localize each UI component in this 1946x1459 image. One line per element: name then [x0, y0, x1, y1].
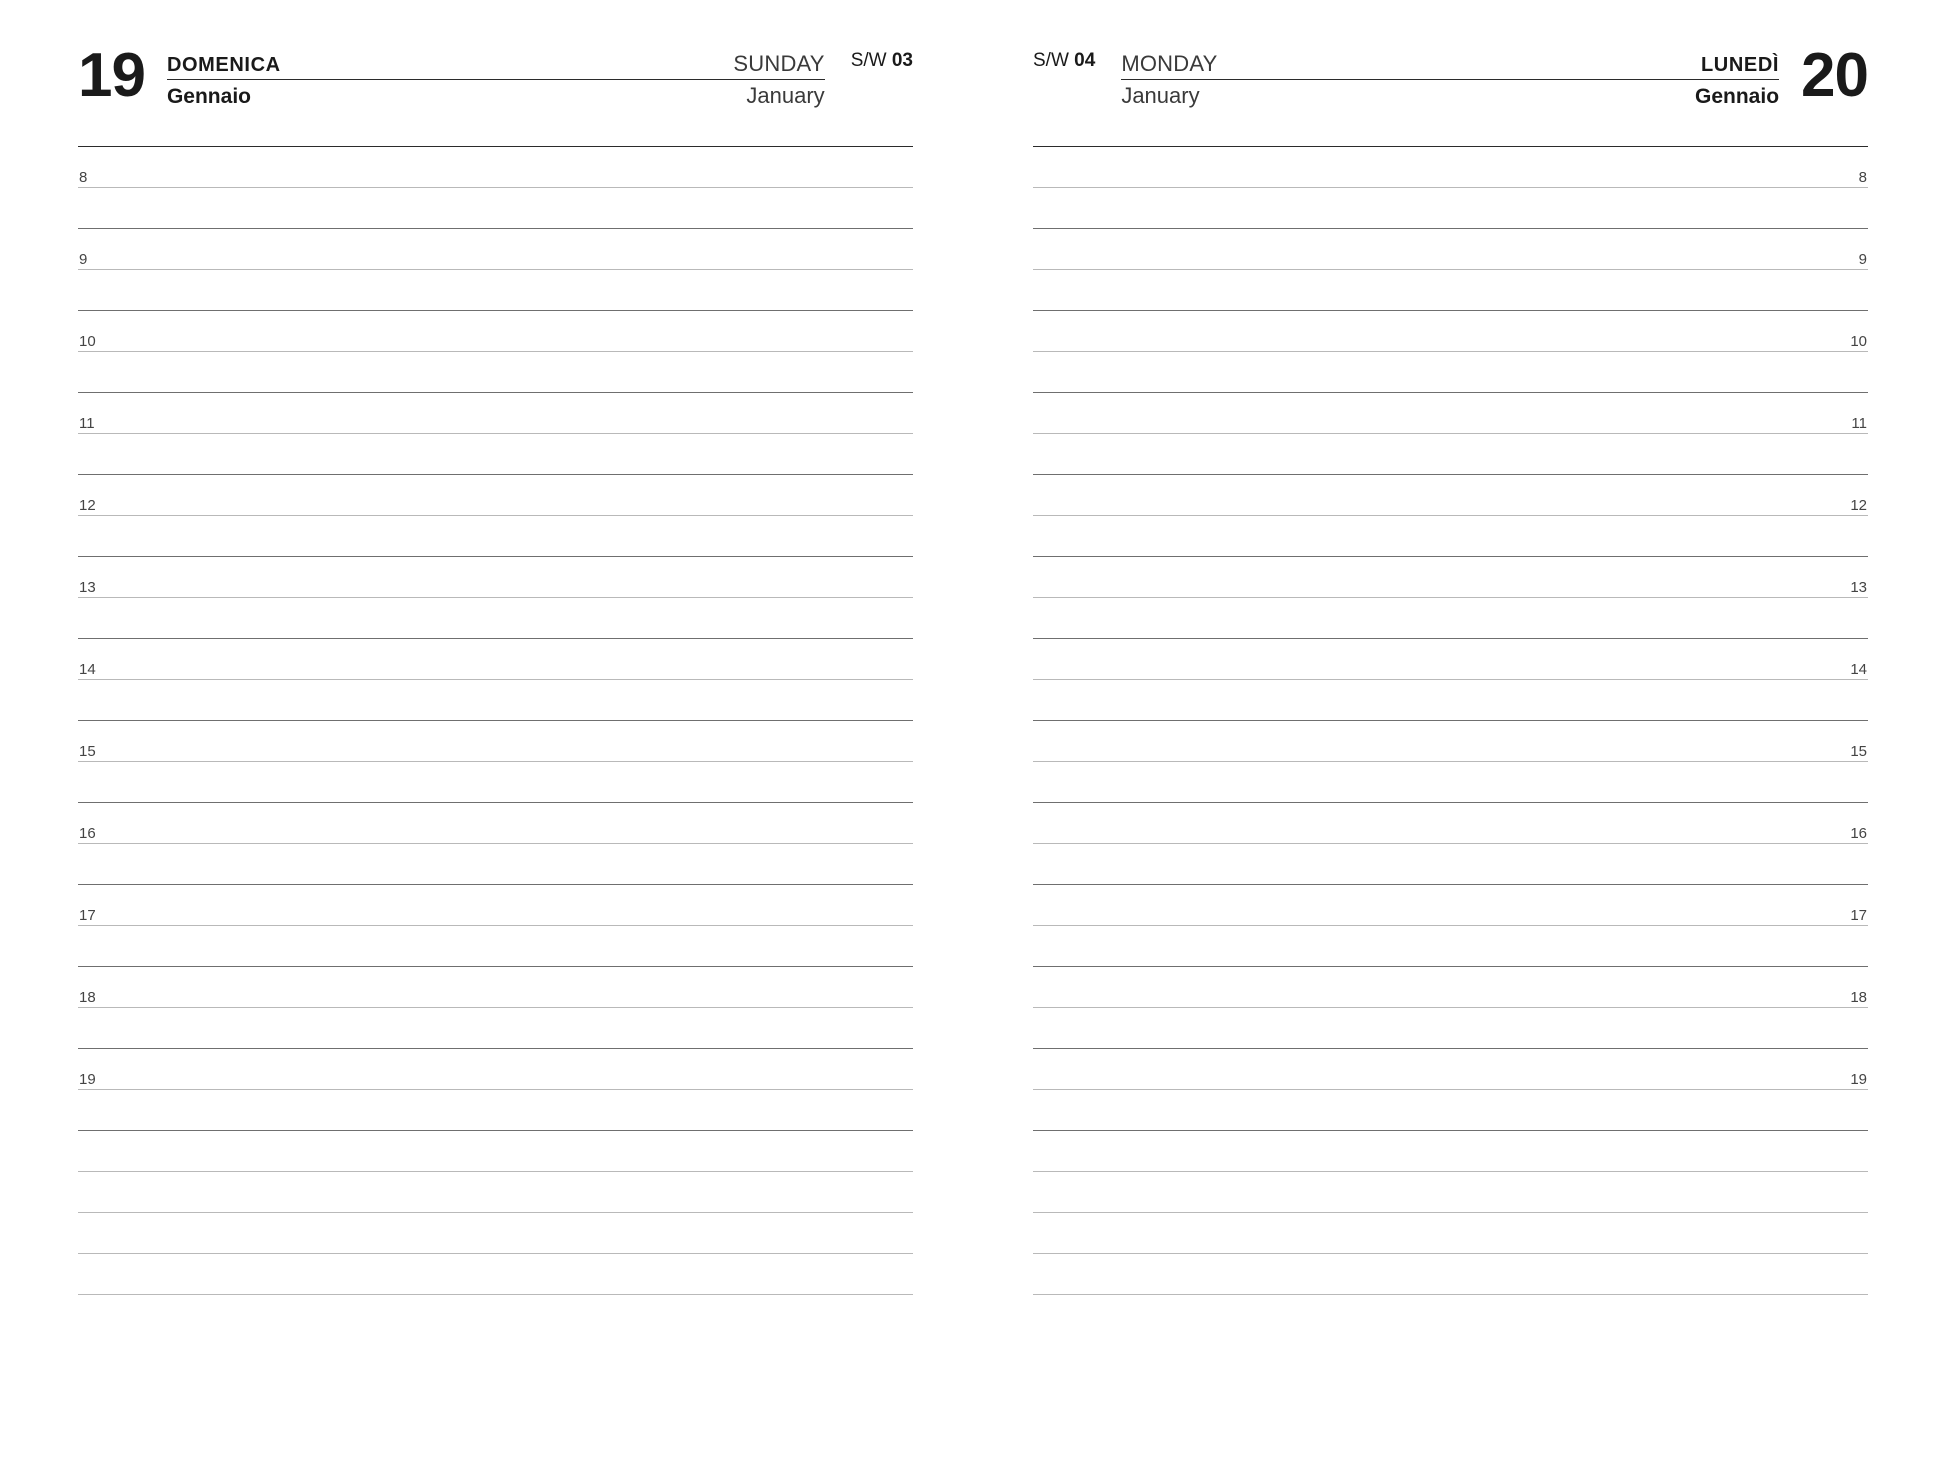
grid-row[interactable]	[78, 926, 913, 967]
grid-row[interactable]	[1033, 926, 1868, 967]
grid-row[interactable]	[1033, 1254, 1868, 1295]
weekday-italian-right: LUNEDÌ	[1700, 54, 1780, 76]
day-title-block-right	[1121, 46, 1779, 111]
grid-row[interactable]	[1033, 270, 1868, 311]
grid-row[interactable]	[1033, 1049, 1868, 1090]
grid-row[interactable]	[78, 1049, 913, 1090]
grid-row[interactable]	[78, 1131, 913, 1172]
week-number-left	[851, 46, 913, 72]
time-grid-left	[78, 146, 913, 1295]
hour-label: 15	[79, 743, 96, 760]
grid-row[interactable]	[1033, 803, 1868, 844]
grid-row[interactable]	[78, 1008, 913, 1049]
hour-label: 18	[79, 989, 96, 1006]
grid-row[interactable]	[78, 885, 913, 926]
grid-row[interactable]	[1033, 1131, 1868, 1172]
month-italian-right: Gennaio	[1695, 85, 1780, 108]
grid-row[interactable]	[78, 188, 913, 229]
grid-row[interactable]	[78, 1090, 913, 1131]
grid-row[interactable]	[1033, 1172, 1868, 1213]
grid-row[interactable]	[78, 967, 913, 1008]
week-prefix-right: S/W	[1033, 50, 1069, 71]
hour-label: 17	[79, 907, 96, 924]
weekday-english-right: MONDAY	[1121, 51, 1218, 76]
hour-label: 16	[1850, 825, 1867, 842]
grid-row[interactable]	[78, 1213, 913, 1254]
weekday-italian-left: DOMENICA	[166, 54, 281, 76]
grid-row[interactable]	[78, 147, 913, 188]
grid-row[interactable]	[1033, 516, 1868, 557]
hour-label: 10	[79, 333, 96, 350]
grid-row[interactable]	[78, 475, 913, 516]
grid-row[interactable]	[1033, 475, 1868, 516]
week-number-right	[1033, 46, 1095, 72]
grid-row[interactable]	[78, 270, 913, 311]
grid-row[interactable]	[78, 311, 913, 352]
month-row-left	[167, 80, 825, 111]
month-english-left: January	[746, 83, 825, 108]
month-english-right: January	[1121, 83, 1200, 108]
grid-row[interactable]	[78, 762, 913, 803]
grid-row[interactable]	[1033, 721, 1868, 762]
grid-row[interactable]	[1033, 598, 1868, 639]
page-header-right	[1033, 0, 1868, 110]
grid-row[interactable]	[1033, 967, 1868, 1008]
hour-label: 8	[79, 169, 88, 186]
grid-row[interactable]	[78, 352, 913, 393]
weekday-row-left	[167, 51, 825, 80]
grid-row[interactable]	[78, 229, 913, 270]
grid-row[interactable]	[1033, 639, 1868, 680]
grid-row[interactable]	[1033, 762, 1868, 803]
grid-row[interactable]	[1033, 352, 1868, 393]
grid-row[interactable]	[78, 1172, 913, 1213]
hour-label: 9	[1858, 251, 1867, 268]
grid-row[interactable]	[78, 393, 913, 434]
hour-label: 19	[79, 1071, 96, 1088]
grid-row[interactable]	[78, 844, 913, 885]
hour-label: 8	[1858, 169, 1867, 186]
hour-label: 13	[1850, 579, 1867, 596]
hour-label: 15	[1850, 743, 1867, 760]
hour-label: 11	[1851, 415, 1867, 432]
grid-row[interactable]	[1033, 557, 1868, 598]
grid-row[interactable]	[78, 803, 913, 844]
hour-label: 16	[79, 825, 96, 842]
grid-row[interactable]	[1033, 1008, 1868, 1049]
month-row-right	[1121, 80, 1779, 111]
grid-row[interactable]	[1033, 393, 1868, 434]
week-prefix-left: S/W	[850, 50, 887, 71]
week-value-left: 03	[891, 50, 913, 71]
grid-row[interactable]	[1033, 1090, 1868, 1131]
hour-label: 19	[1850, 1071, 1867, 1088]
grid-row[interactable]	[1033, 680, 1868, 721]
weekday-english-left: SUNDAY	[733, 51, 825, 76]
day-title-block-left	[167, 46, 825, 111]
hour-label: 12	[79, 497, 96, 514]
grid-row[interactable]	[1033, 844, 1868, 885]
day-number-left: 19	[78, 41, 145, 110]
grid-row[interactable]	[1033, 885, 1868, 926]
grid-row[interactable]	[78, 721, 913, 762]
hour-label: 18	[1850, 989, 1867, 1006]
grid-row[interactable]	[78, 434, 913, 475]
grid-row[interactable]	[1033, 188, 1868, 229]
hour-label: 9	[79, 251, 88, 268]
hour-label: 17	[1850, 907, 1867, 924]
grid-row[interactable]	[78, 639, 913, 680]
grid-row[interactable]	[1033, 1213, 1868, 1254]
grid-row[interactable]	[78, 1254, 913, 1295]
grid-row[interactable]	[1033, 229, 1868, 270]
hour-label: 14	[1850, 661, 1867, 678]
grid-row[interactable]	[1033, 434, 1868, 475]
month-italian-left: Gennaio	[166, 85, 251, 108]
hour-label: 10	[1850, 333, 1867, 350]
day-number-right: 20	[1801, 41, 1868, 110]
grid-row[interactable]	[1033, 311, 1868, 352]
week-value-right: 04	[1074, 50, 1096, 71]
hour-label: 13	[79, 579, 96, 596]
weekday-row-right	[1121, 51, 1779, 80]
grid-row[interactable]	[78, 680, 913, 721]
hour-label: 12	[1850, 497, 1867, 514]
time-grid-right	[1033, 146, 1868, 1295]
grid-row[interactable]	[78, 557, 913, 598]
hour-label: 14	[79, 661, 96, 678]
grid-row[interactable]	[78, 598, 913, 639]
planner-page-right	[973, 0, 1946, 1459]
grid-row[interactable]	[78, 516, 913, 557]
grid-row[interactable]	[1033, 147, 1868, 188]
hour-label: 11	[79, 415, 95, 432]
page-header-left	[78, 0, 913, 110]
